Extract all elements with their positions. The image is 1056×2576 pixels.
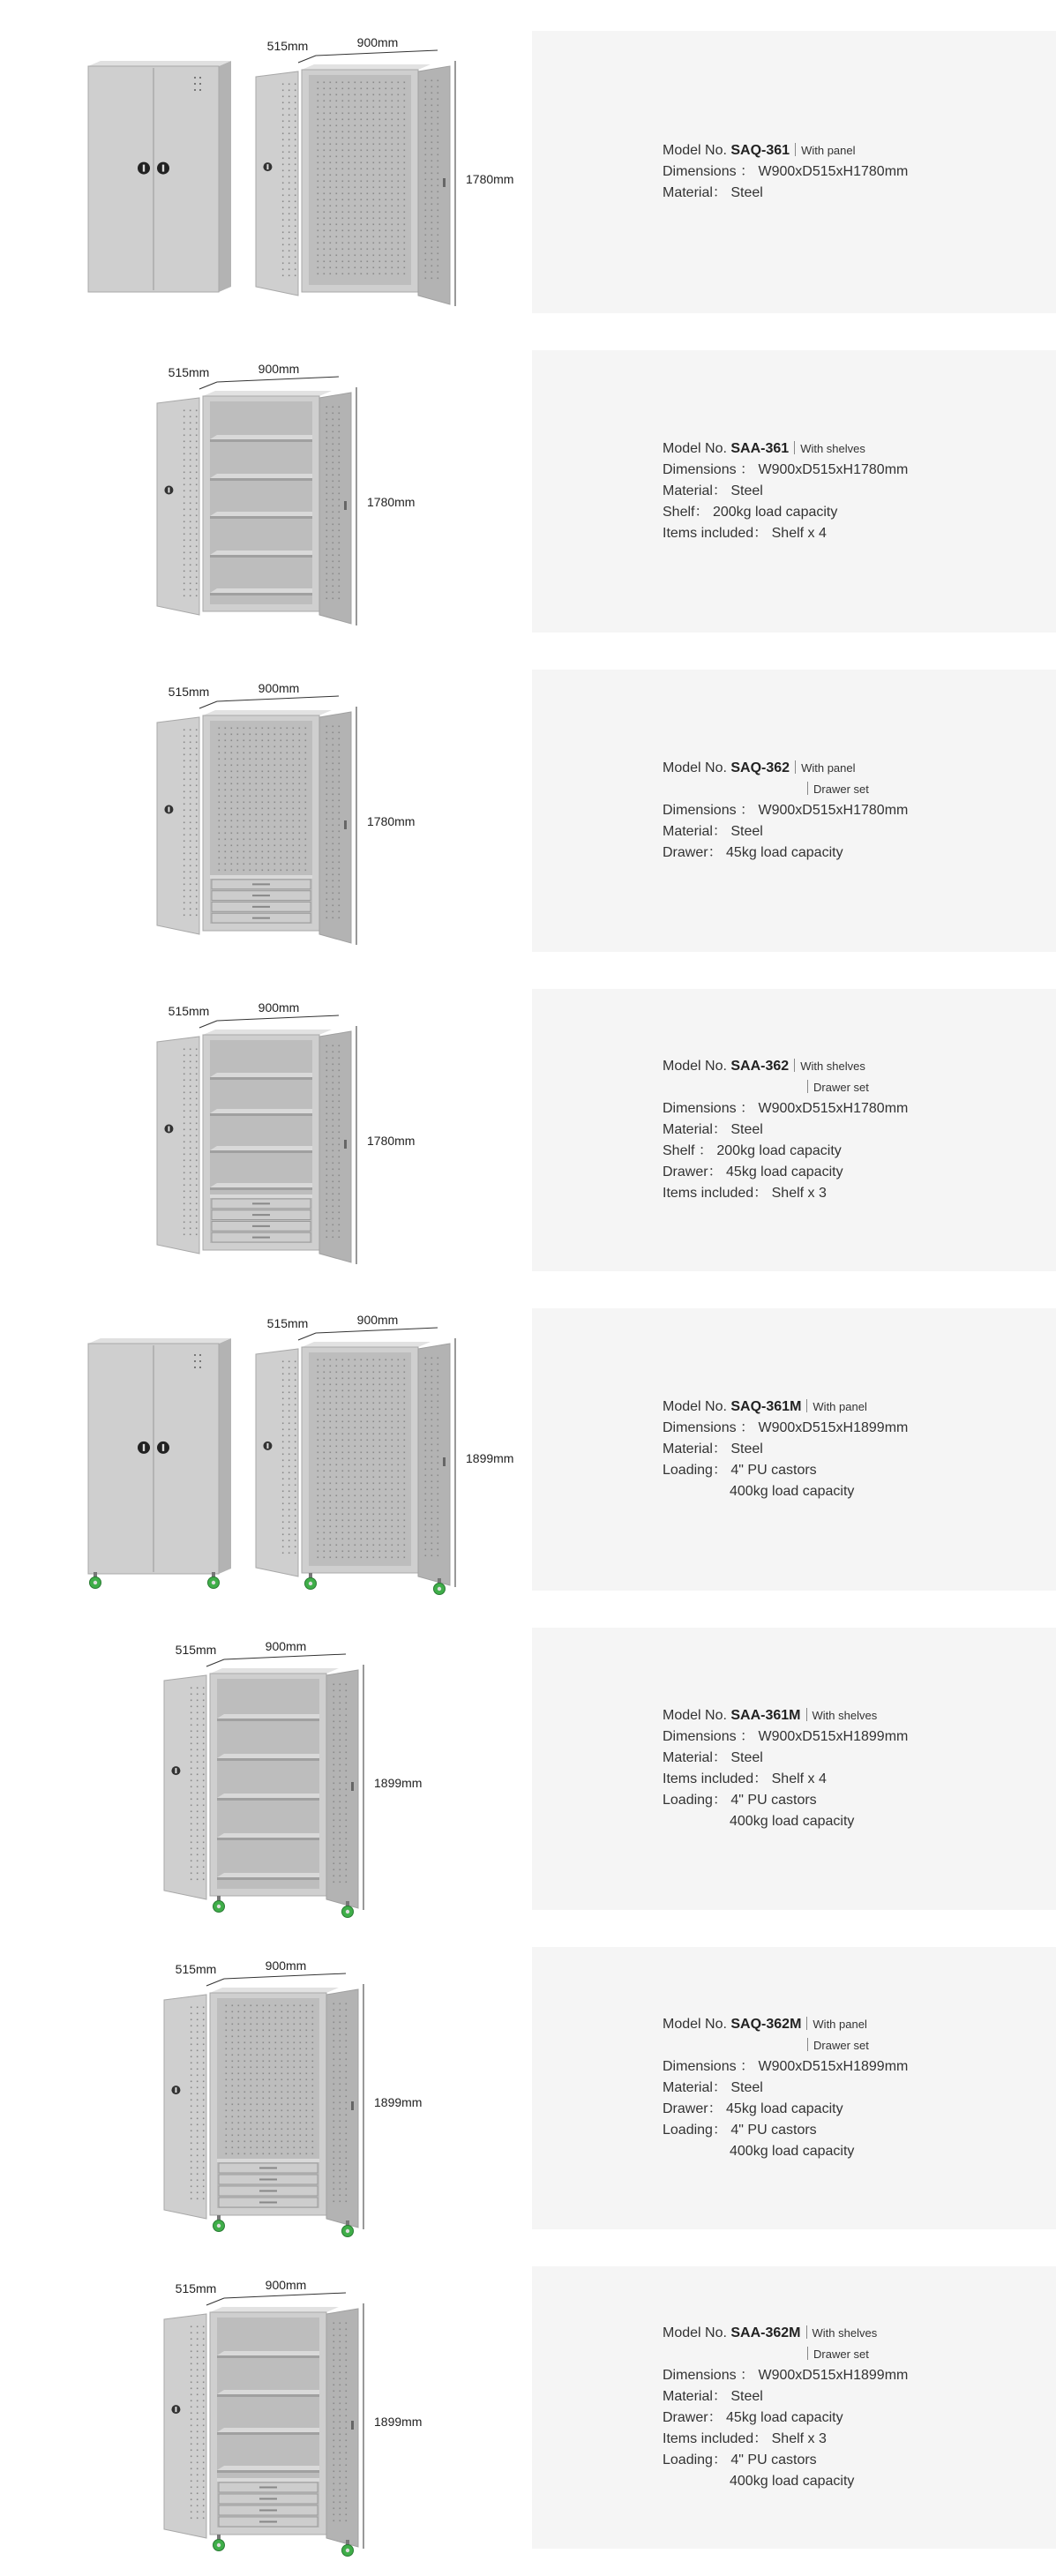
height-label: 1780mm <box>367 814 416 828</box>
spec-line <box>663 2056 1051 2078</box>
model-prefix: Model No. <box>663 1708 727 1723</box>
product-image <box>0 2266 521 2549</box>
model-prefix: Model No. <box>663 441 727 456</box>
spec-panel <box>532 31 1056 313</box>
shelf <box>217 1793 319 1801</box>
product-row <box>0 1628 1056 1910</box>
model-line <box>663 438 1051 460</box>
spec-label: Dimensions ： <box>663 164 755 179</box>
spec-value: 45kg load capacity <box>726 845 843 860</box>
product-image <box>0 31 521 313</box>
separator <box>795 143 796 156</box>
lock-icon <box>171 2086 180 2094</box>
spec-line <box>663 460 1051 481</box>
spec-value: Shelf x 3 <box>771 1186 827 1201</box>
drawer <box>219 2494 318 2504</box>
cabinet-drawing <box>0 31 521 313</box>
spec-line <box>663 183 1051 204</box>
model-line <box>663 1705 1051 1726</box>
separator <box>806 1708 807 1721</box>
spec-list <box>663 1397 1051 1502</box>
open-cabinet-image <box>164 1988 358 2237</box>
cabinet-drawing <box>0 1308 521 1591</box>
shelf <box>210 512 312 519</box>
caster-icon <box>208 1572 220 1589</box>
depth-label: 515mm <box>175 1643 217 1657</box>
spec-value: 200kg load capacity <box>712 505 838 520</box>
feature-tag: With shelves <box>812 1709 878 1722</box>
spec-line <box>663 2429 1051 2450</box>
spec-line <box>663 2120 1051 2141</box>
drawer <box>212 880 311 889</box>
open-cabinet-image <box>256 1342 450 1595</box>
spec-label: Shelf： <box>663 505 709 520</box>
width-label: 900mm <box>258 362 300 376</box>
spec-value: 400kg load capacity <box>730 2474 855 2489</box>
spec-label: Dimensions ： <box>663 1729 755 1744</box>
spec-value: W900xD515xH1899mm <box>758 1420 909 1435</box>
shelf <box>210 1073 312 1080</box>
spec-label: Loading： <box>663 1463 727 1478</box>
spec-value: 4" PU castors <box>730 2452 817 2467</box>
depth-label: 515mm <box>168 1004 210 1018</box>
spec-label: Items included： <box>663 1771 768 1786</box>
shelf <box>217 2351 319 2358</box>
spec-value: Shelf x 4 <box>771 1771 827 1786</box>
spec-list <box>663 2323 1051 2492</box>
closed-cabinet-image <box>88 1338 231 1589</box>
model-prefix: Model No. <box>663 760 727 775</box>
feature-tag: With shelves <box>800 1060 865 1073</box>
lock-icon <box>171 1766 180 1775</box>
spec-value: 45kg load capacity <box>726 2101 843 2116</box>
separator <box>806 2325 807 2339</box>
spec-line <box>663 1769 1051 1790</box>
height-label: 1899mm <box>466 1451 514 1465</box>
spec-list <box>663 1056 1051 1204</box>
lock-icon <box>164 486 173 495</box>
model-line <box>663 140 1051 161</box>
drawer <box>212 891 311 901</box>
separator <box>794 1059 795 1072</box>
drawer <box>219 2198 318 2207</box>
shelf <box>210 588 312 595</box>
width-label: 900mm <box>265 2278 307 2292</box>
spec-label: Dimensions ： <box>663 1101 755 1116</box>
spec-label: Dimensions ： <box>663 803 755 818</box>
cabinet-drawing <box>0 350 521 633</box>
product-image <box>0 1628 521 1910</box>
spec-value: Steel <box>730 2080 763 2095</box>
spec-label: Items included： <box>663 526 768 541</box>
model-number: SAA-362M <box>730 2325 801 2340</box>
spec-value: Steel <box>730 824 763 839</box>
spec-line <box>663 800 1051 821</box>
model-line <box>663 2014 1051 2035</box>
feature-tag: With shelves <box>812 2326 878 2340</box>
spec-value: 4" PU castors <box>730 2123 817 2138</box>
spec-label: Material： <box>663 2389 727 2404</box>
shelf <box>210 435 312 442</box>
spec-panel <box>532 350 1056 633</box>
drawer <box>212 1210 311 1220</box>
spec-value: 45kg load capacity <box>726 1164 843 1179</box>
model-number: SAQ-362M <box>730 2017 802 2032</box>
spec-line <box>663 481 1051 502</box>
spec-value: Steel <box>730 1122 763 1137</box>
spec-label: Loading： <box>663 1793 727 1808</box>
lock-icon <box>263 162 272 171</box>
shelf <box>210 1109 312 1116</box>
width-label: 900mm <box>265 1639 307 1653</box>
spec-line <box>663 2450 1051 2471</box>
separator <box>807 782 808 795</box>
shelf <box>210 474 312 481</box>
shelf <box>217 1714 319 1721</box>
spec-line <box>663 2099 1051 2120</box>
depth-label: 515mm <box>266 1316 309 1330</box>
product-row <box>0 1308 1056 1591</box>
spec-line <box>663 1726 1051 1748</box>
feature-tag-line <box>663 779 1051 800</box>
spec-continuation <box>663 2141 1051 2162</box>
spec-line <box>663 1120 1051 1141</box>
spec-panel <box>532 1628 1056 1910</box>
caster-icon <box>305 1573 317 1590</box>
spec-value: W900xD515xH1780mm <box>758 803 909 818</box>
spec-line <box>663 1748 1051 1769</box>
drawer <box>219 2482 318 2492</box>
depth-label: 515mm <box>168 365 210 379</box>
separator <box>795 760 796 774</box>
cabinet-drawing <box>0 1628 521 1910</box>
width-label: 900mm <box>356 35 399 49</box>
product-image <box>0 670 521 952</box>
model-prefix: Model No. <box>663 1059 727 1074</box>
feature-tag: Drawer set <box>813 783 869 796</box>
spec-line <box>663 2386 1051 2408</box>
product-row <box>0 2266 1056 2549</box>
spec-label: Drawer： <box>663 2410 723 2425</box>
spec-panel <box>532 1308 1056 1591</box>
model-number: SAA-362 <box>730 1059 790 1074</box>
shelf <box>217 1754 319 1761</box>
drawer <box>212 913 311 923</box>
spec-label: Material： <box>663 824 727 839</box>
spec-continuation <box>663 2471 1051 2492</box>
lock-icon <box>164 805 173 814</box>
cabinet-drawing <box>0 2266 521 2549</box>
spec-line <box>663 502 1051 523</box>
spec-line <box>663 523 1051 544</box>
spec-continuation <box>663 1481 1051 1502</box>
spec-value: W900xD515xH1899mm <box>758 2059 909 2074</box>
model-line <box>663 1397 1051 1418</box>
spec-label: Drawer： <box>663 845 723 860</box>
spec-line <box>663 2078 1051 2099</box>
lock-icon <box>157 162 169 175</box>
spec-value: Steel <box>730 1750 763 1765</box>
spec-value: W900xD515xH1899mm <box>758 2368 909 2383</box>
spec-value: Shelf x 3 <box>771 2431 827 2446</box>
lock-icon <box>157 1442 169 1454</box>
spec-label: Material： <box>663 185 727 200</box>
height-label: 1780mm <box>367 495 416 509</box>
spec-panel <box>532 670 1056 952</box>
spec-label: Material： <box>663 483 727 498</box>
spec-label: Material： <box>663 1122 727 1137</box>
model-number: SAA-361 <box>730 441 790 456</box>
lock-icon <box>164 1125 173 1134</box>
feature-tag-line <box>663 1077 1051 1098</box>
spec-line <box>663 1141 1051 1162</box>
height-label: 1780mm <box>367 1134 416 1148</box>
model-line <box>663 758 1051 779</box>
spec-value: W900xD515xH1780mm <box>758 1101 909 1116</box>
product-image <box>0 350 521 633</box>
spec-line <box>663 821 1051 842</box>
spec-list <box>663 1705 1051 1832</box>
spec-value: Steel <box>730 2389 763 2404</box>
feature-tag: With panel <box>813 2018 867 2031</box>
depth-label: 515mm <box>175 2281 217 2295</box>
spec-value: 4" PU castors <box>730 1793 817 1808</box>
spec-line <box>663 2365 1051 2386</box>
spec-label: Loading： <box>663 2123 727 2138</box>
feature-tag: With panel <box>801 761 856 775</box>
separator <box>807 2038 808 2051</box>
spec-line <box>663 1183 1051 1204</box>
spec-panel <box>532 1947 1056 2229</box>
depth-label: 515mm <box>168 685 210 699</box>
drawer <box>219 2517 318 2527</box>
open-cabinet-image <box>157 1030 351 1262</box>
model-number: SAQ-361 <box>730 143 790 158</box>
width-label: 900mm <box>258 681 300 695</box>
spec-line <box>663 1790 1051 1811</box>
drawer <box>219 2505 318 2515</box>
drawer <box>212 902 311 912</box>
spec-label: Material： <box>663 2080 727 2095</box>
spec-line <box>663 2408 1051 2429</box>
cabinet-drawing <box>0 989 521 1271</box>
spec-line <box>663 1098 1051 1120</box>
feature-tag: With panel <box>813 1400 867 1413</box>
spec-label: Material： <box>663 1750 727 1765</box>
spec-label: Dimensions ： <box>663 2368 755 2383</box>
product-row <box>0 670 1056 952</box>
spec-line <box>663 1439 1051 1460</box>
height-label: 1899mm <box>374 2415 423 2429</box>
feature-tag: Drawer set <box>813 2348 869 2361</box>
product-row <box>0 350 1056 633</box>
width-label: 900mm <box>356 1313 399 1327</box>
spec-value: Shelf x 4 <box>771 526 827 541</box>
product-image <box>0 1308 521 1591</box>
lock-icon <box>263 1442 272 1450</box>
feature-tag: With panel <box>801 144 856 157</box>
model-prefix: Model No. <box>663 2017 727 2032</box>
model-number: SAQ-361M <box>730 1399 802 1414</box>
spec-value: Steel <box>730 1442 763 1456</box>
spec-value: W900xD515xH1899mm <box>758 1729 909 1744</box>
closed-cabinet-image <box>88 61 231 292</box>
model-prefix: Model No. <box>663 2325 727 2340</box>
caster-icon <box>213 2535 225 2551</box>
spec-list <box>663 2014 1051 2162</box>
height-label: 1899mm <box>374 1776 423 1790</box>
model-number: SAQ-362 <box>730 760 790 775</box>
spec-label: Material： <box>663 1442 727 1456</box>
open-cabinet-image <box>164 2307 358 2557</box>
spec-label: Items included： <box>663 1186 768 1201</box>
model-number: SAA-361M <box>730 1708 801 1723</box>
spec-value: 400kg load capacity <box>730 2144 855 2159</box>
open-cabinet-image <box>164 1668 358 1918</box>
spec-panel <box>532 989 1056 1271</box>
cabinet-drawing <box>0 670 521 952</box>
spec-value: W900xD515xH1780mm <box>758 462 909 477</box>
product-row <box>0 1947 1056 2229</box>
spec-line <box>663 161 1051 183</box>
spec-value: 400kg load capacity <box>730 1814 855 1829</box>
spec-line <box>663 1460 1051 1481</box>
separator <box>807 2347 808 2360</box>
drawer <box>219 2163 318 2173</box>
open-cabinet-image <box>157 391 351 624</box>
depth-label: 515mm <box>175 1962 217 1976</box>
feature-tag: Drawer set <box>813 1081 869 1094</box>
height-label: 1780mm <box>466 172 514 186</box>
separator <box>794 441 795 454</box>
product-row <box>0 989 1056 1271</box>
feature-tag-line <box>663 2035 1051 2056</box>
separator <box>806 1399 807 1412</box>
spec-label: Loading： <box>663 2452 727 2467</box>
spec-line <box>663 1162 1051 1183</box>
spec-panel <box>532 2266 1056 2549</box>
spec-label: Drawer： <box>663 1164 723 1179</box>
caster-icon <box>213 1896 225 1913</box>
spec-label: Dimensions ： <box>663 2059 755 2074</box>
shelf <box>210 1146 312 1153</box>
spec-continuation <box>663 1811 1051 1832</box>
spec-label: Dimensions ： <box>663 462 755 477</box>
spec-line <box>663 842 1051 864</box>
model-line <box>663 2323 1051 2344</box>
drawer <box>212 1199 311 1209</box>
spec-value: 400kg load capacity <box>730 1484 855 1499</box>
spec-value: Steel <box>730 483 763 498</box>
lock-icon <box>138 162 150 175</box>
spec-list <box>663 438 1051 544</box>
open-cabinet-image <box>256 64 450 304</box>
shelf <box>217 2428 319 2435</box>
shelf <box>217 2390 319 2397</box>
spec-label: Items included： <box>663 2431 768 2446</box>
cabinet-drawing <box>0 1947 521 2229</box>
spec-value: 45kg load capacity <box>726 2410 843 2425</box>
model-line <box>663 1056 1051 1077</box>
width-label: 900mm <box>265 1958 307 1973</box>
spec-value: 200kg load capacity <box>716 1143 842 1158</box>
shelf <box>210 1183 312 1190</box>
spec-label: Dimensions ： <box>663 1420 755 1435</box>
depth-label: 515mm <box>266 39 309 53</box>
separator <box>807 1080 808 1093</box>
drawer <box>219 2186 318 2196</box>
shelf <box>210 550 312 558</box>
width-label: 900mm <box>258 1000 300 1015</box>
drawer <box>212 1222 311 1232</box>
spec-value: W900xD515xH1780mm <box>758 164 909 179</box>
caster-icon <box>90 1572 101 1589</box>
spec-line <box>663 1418 1051 1439</box>
drawer <box>212 1232 311 1242</box>
spec-label: Shelf ： <box>663 1143 713 1158</box>
shelf <box>217 1873 319 1880</box>
product-image <box>0 989 521 1271</box>
product-row <box>0 31 1056 313</box>
spec-label: Drawer： <box>663 2101 723 2116</box>
open-cabinet-image <box>157 710 351 943</box>
shelf <box>217 2466 319 2473</box>
feature-tag: Drawer set <box>813 2039 869 2052</box>
spec-value: Steel <box>730 185 763 200</box>
model-prefix: Model No. <box>663 143 727 158</box>
shelf <box>217 1833 319 1840</box>
height-label: 1899mm <box>374 2095 423 2109</box>
model-prefix: Model No. <box>663 1399 727 1414</box>
separator <box>806 2017 807 2030</box>
product-image <box>0 1947 521 2229</box>
spec-list <box>663 140 1051 204</box>
caster-icon <box>213 2215 225 2232</box>
drawer <box>219 2175 318 2184</box>
feature-tag-line <box>663 2344 1051 2365</box>
feature-tag: With shelves <box>800 442 865 455</box>
lock-icon <box>171 2405 180 2414</box>
lock-icon <box>138 1442 150 1454</box>
spec-list <box>663 758 1051 864</box>
spec-value: 4" PU castors <box>730 1463 817 1478</box>
